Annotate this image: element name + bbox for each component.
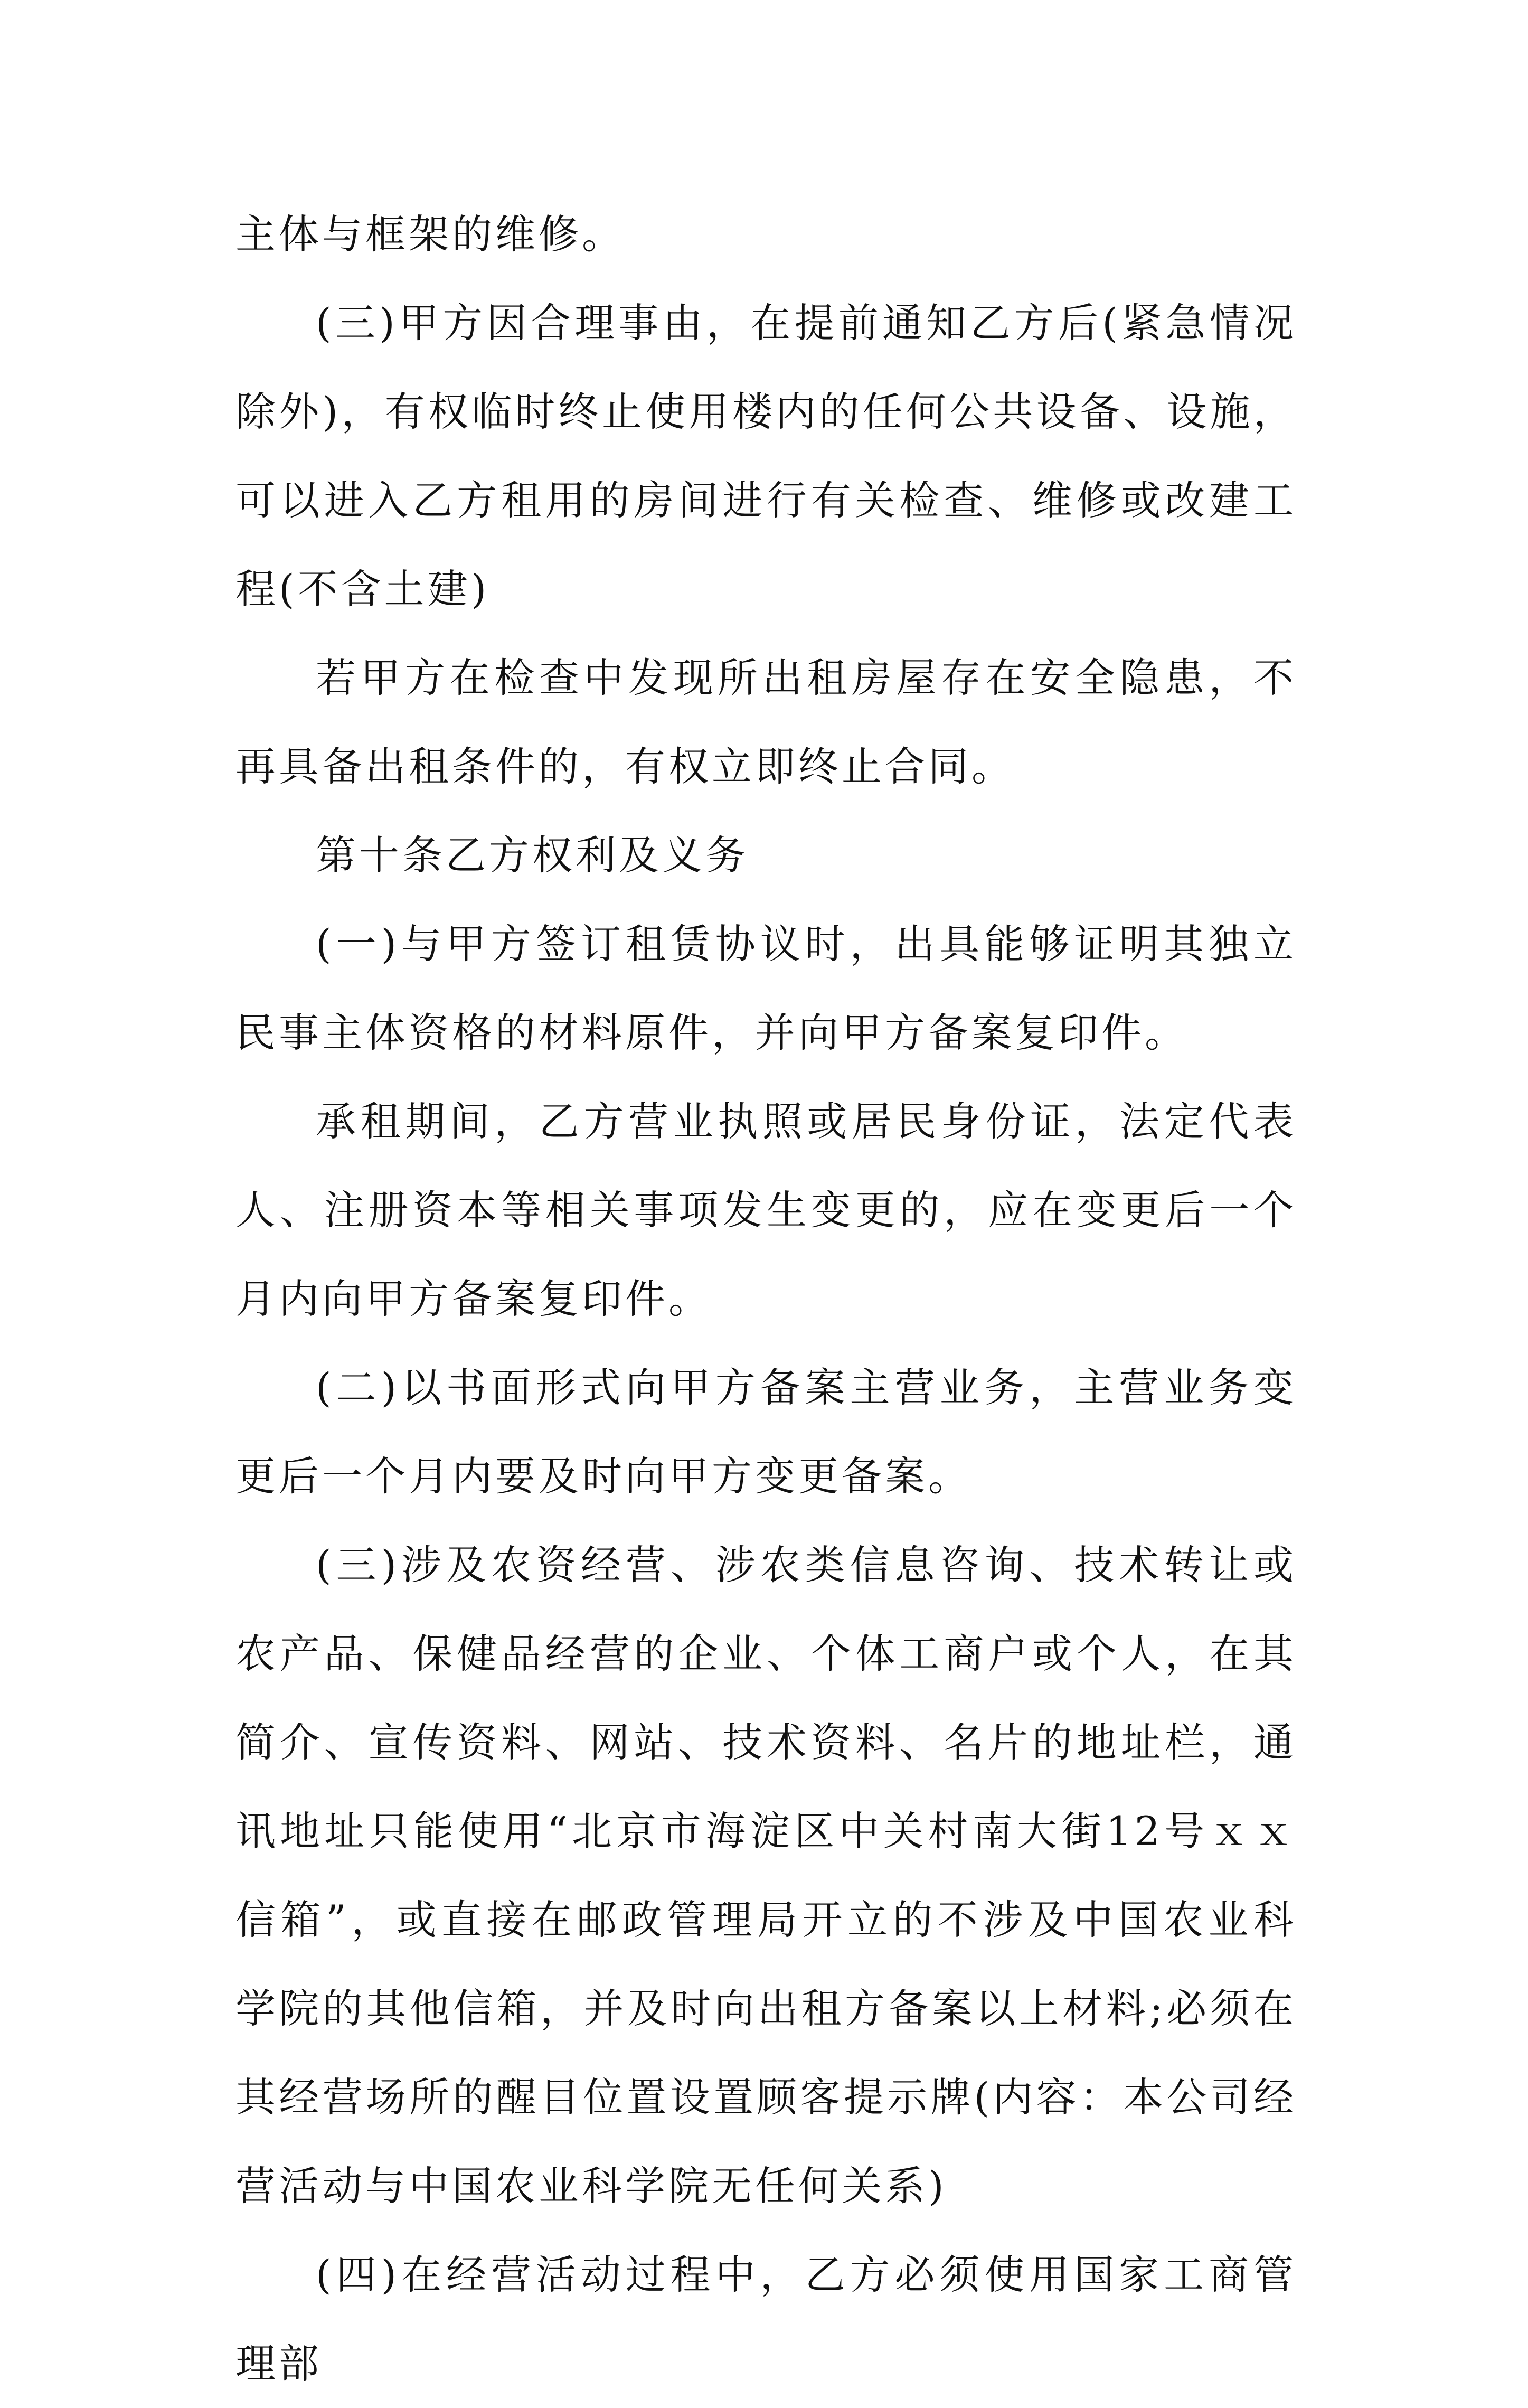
paragraph-clause-4-business-activity: (四)在经营活动过程中，乙方必须使用国家工商管理部 <box>235 2251 1297 2387</box>
article-10-heading: 第十条乙方权利及义务 <box>316 832 749 879</box>
paragraph-clause-3-landlord-access: (三)甲方因合理事由，在提前通知乙方后(紧急情况除外)，有权临时终止使用楼内的任何公共设备、设施，可以进入乙方租用的房间进行有关检查、维修或改建工程(不含土建) <box>235 299 1297 613</box>
paragraph-framework-repair: 主体与框架的维修。 <box>235 211 625 258</box>
paragraph-clause-3-address-rules: (三)涉及农资经营、涉农类信息咨询、技术转让或农产品、保健品经营的企业、个体工商户或个人，在其简介、宣传资料、网站、技术资料、名片的地址栏，通讯地址只能使用“北京市海淀区中关村南大街12号ｘｘ信箱”，或直接在邮政管理局开立的不涉及中国农业科学院的其他信箱，并及时向出租方备案以上材料;必须在其经营场所的醒目位置设置顾客提示牌(内容：本公司经营活动与中国农业科学院无任何关系) <box>235 1541 1297 2209</box>
paragraph-clause-2-business-filing: (二)以书面形式向甲方备案主营业务，主营业务变更后一个月内要及时向甲方变更备案。 <box>235 1364 1297 1500</box>
paragraph-change-filing: 承租期间，乙方营业执照或居民身份证，法定代表人、注册资本等相关事项发生变更的，应在变更后一个月内向甲方备案复印件。 <box>235 1098 1297 1322</box>
paragraph-safety-termination: 若甲方在检查中发现所出租房屋存在安全隐患，不再具备出租条件的，有权立即终止合同。 <box>235 654 1297 790</box>
document-body <box>235 190 1297 2408</box>
paragraph-clause-1-qualification: (一)与甲方签订租赁协议时，出具能够证明其独立民事主体资格的材料原件，并向甲方备案复印件。 <box>235 920 1297 1056</box>
